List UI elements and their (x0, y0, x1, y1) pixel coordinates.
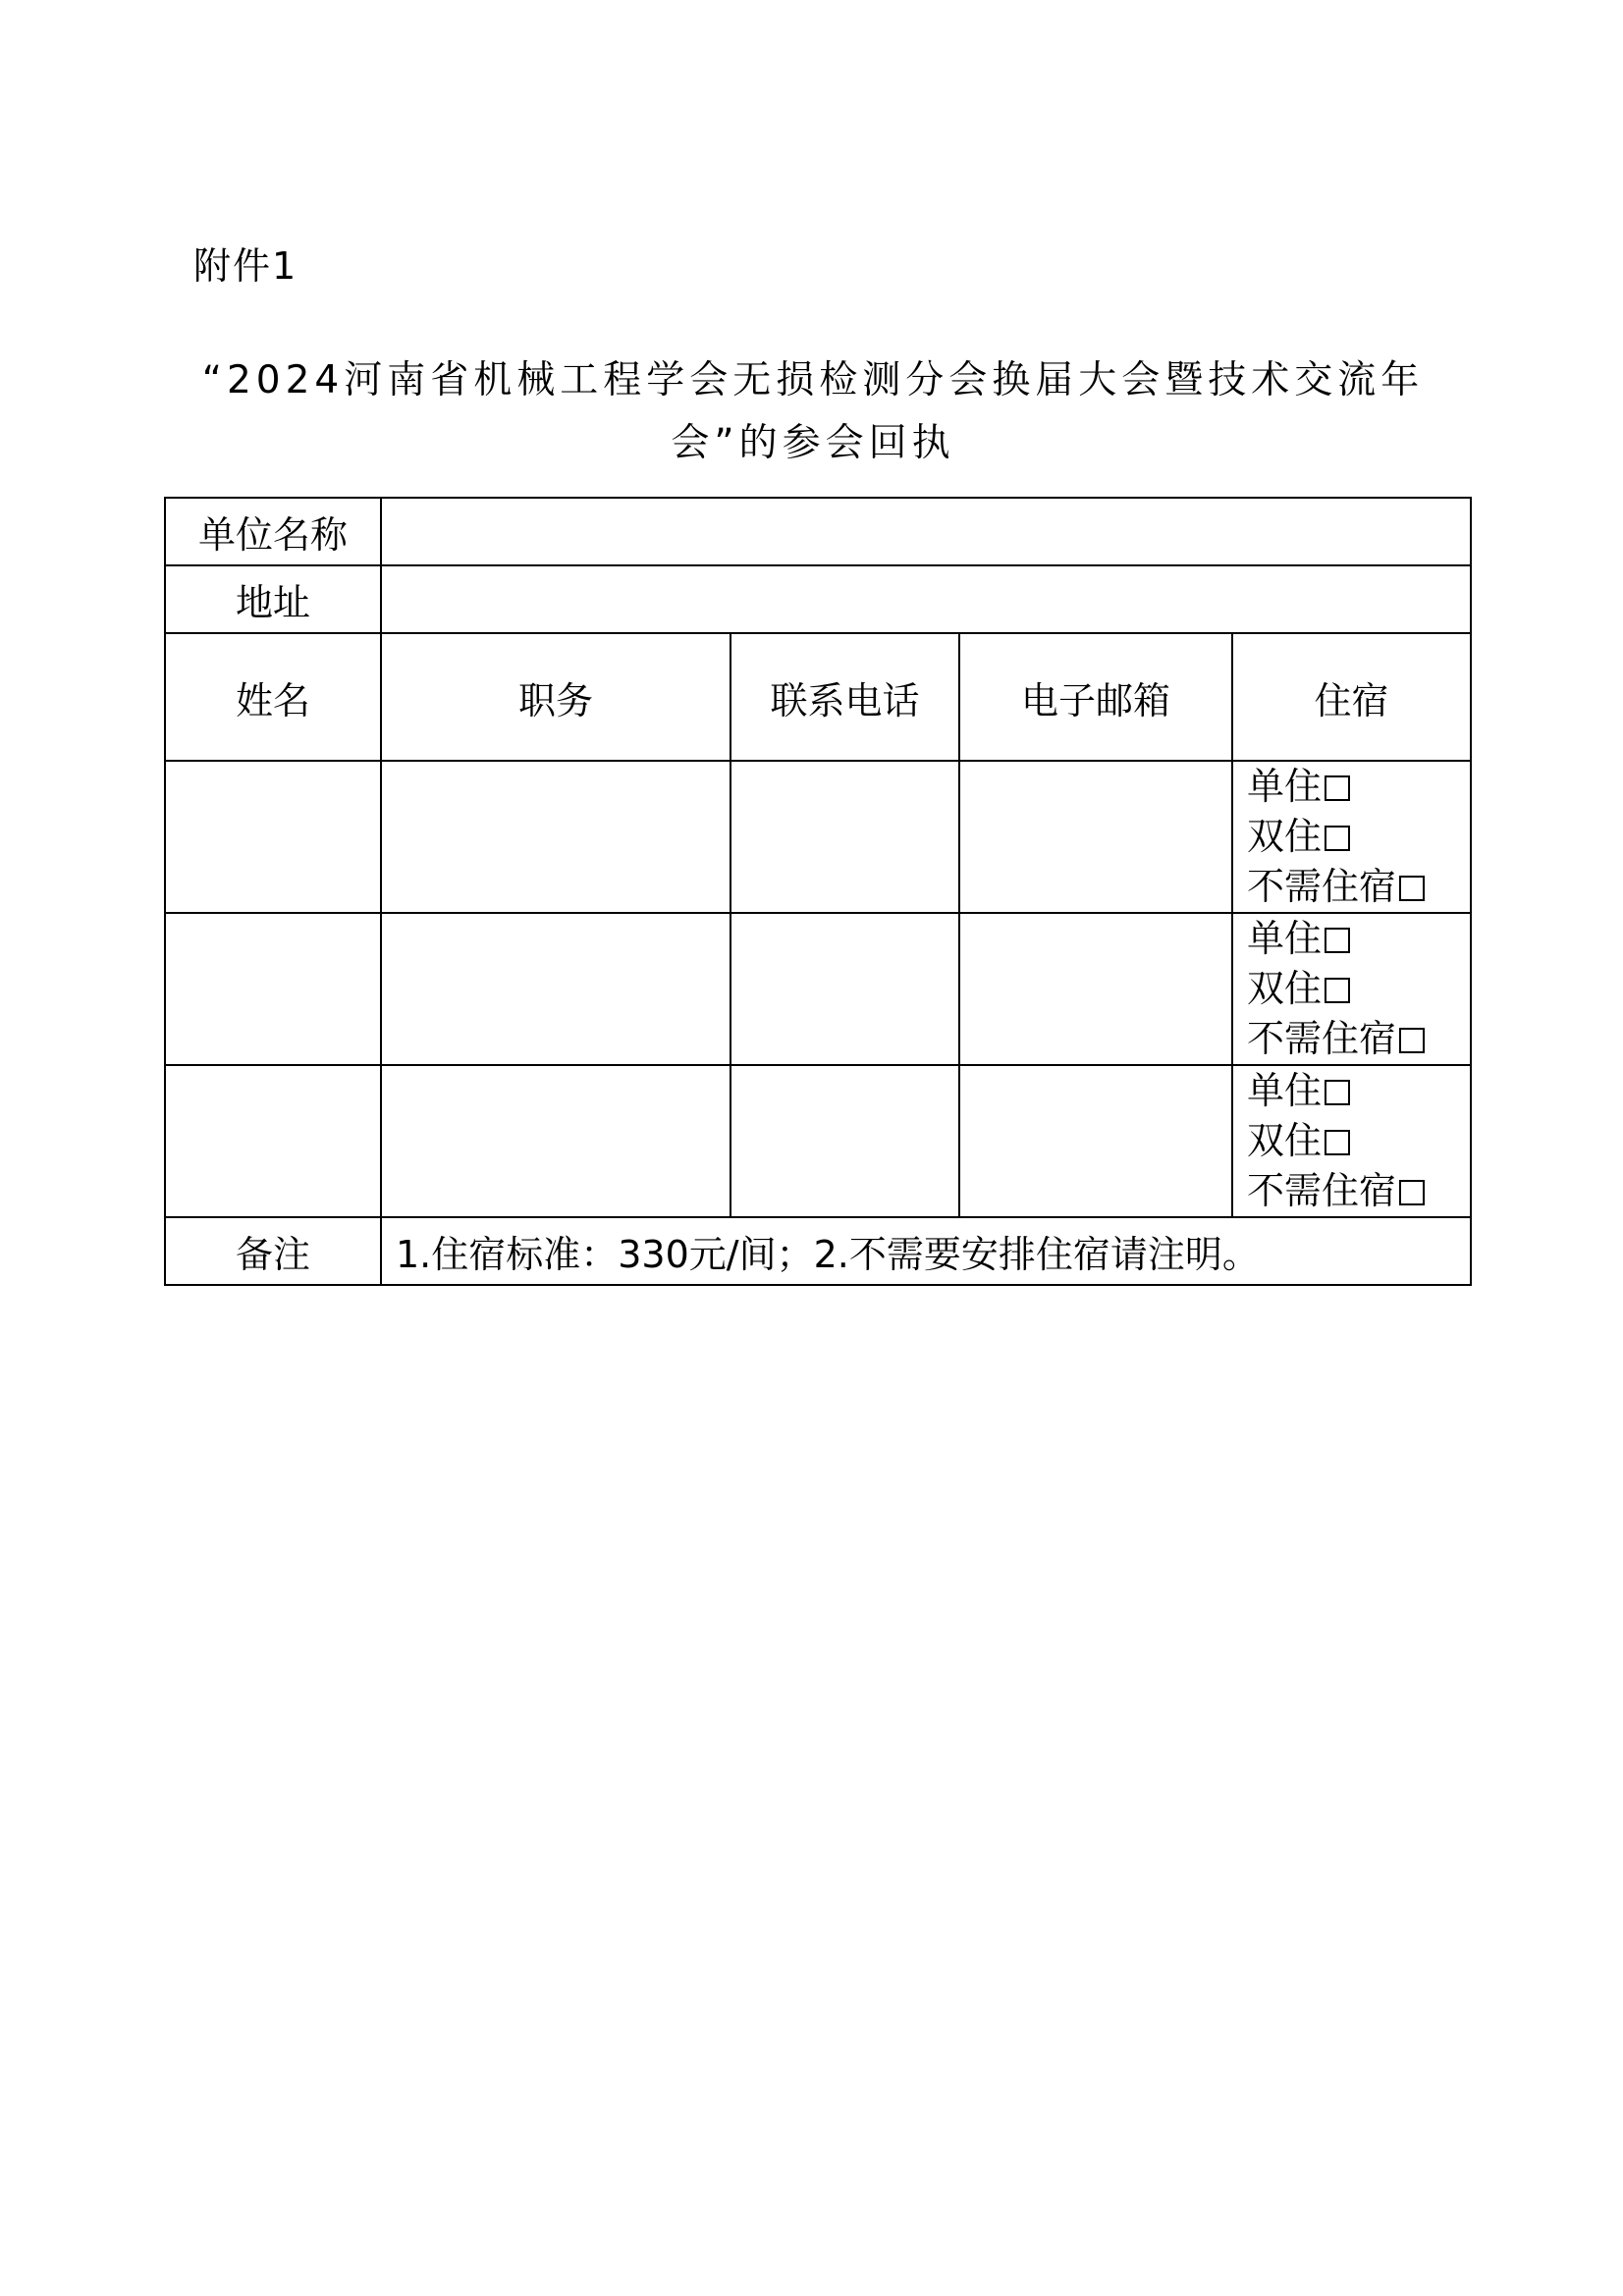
lodging-options (1232, 761, 1471, 913)
address-label: 地址 (165, 565, 381, 633)
checkbox-icon[interactable] (1399, 876, 1425, 901)
org-name-label: 单位名称 (165, 498, 381, 565)
position-field[interactable] (381, 761, 730, 913)
header-row (165, 633, 1471, 761)
lodging-options (1232, 913, 1471, 1065)
lodging-option-label: 单住 (1247, 1069, 1323, 1112)
lodging-option-none[interactable] (1247, 862, 1470, 912)
lodging-option-single[interactable] (1247, 762, 1470, 812)
position-field[interactable] (381, 913, 730, 1065)
email-field[interactable] (959, 1065, 1232, 1217)
header-phone: 联系电话 (730, 633, 959, 761)
address-row (165, 565, 1471, 633)
remarks-row (165, 1217, 1471, 1285)
email-field[interactable] (959, 761, 1232, 913)
attendee-row-3 (165, 1065, 1471, 1217)
checkbox-icon[interactable] (1325, 1080, 1350, 1105)
header-name: 姓名 (165, 633, 381, 761)
title-line-1: “2024河南省机械工程学会无损检测分会换届大会暨技术交流年 (201, 358, 1425, 402)
lodging-option-none[interactable] (1247, 1166, 1470, 1216)
lodging-option-label: 双住 (1247, 967, 1323, 1010)
name-field[interactable] (165, 1065, 381, 1217)
phone-field[interactable] (730, 761, 959, 913)
lodging-option-label: 双住 (1247, 815, 1323, 858)
name-field[interactable] (165, 761, 381, 913)
checkbox-icon[interactable] (1325, 1130, 1350, 1155)
lodging-option-single[interactable] (1247, 914, 1470, 964)
checkbox-icon[interactable] (1325, 978, 1350, 1003)
lodging-option-label: 不需住宿 (1247, 1017, 1397, 1060)
checkbox-icon[interactable] (1325, 775, 1350, 801)
checkbox-icon[interactable] (1399, 1180, 1425, 1205)
attendee-row-2 (165, 913, 1471, 1065)
lodging-options (1232, 1065, 1471, 1217)
checkbox-icon[interactable] (1325, 928, 1350, 953)
attachment-label: 附件1 (193, 244, 298, 288)
phone-field[interactable] (730, 913, 959, 1065)
lodging-option-double[interactable] (1247, 1116, 1470, 1166)
checkbox-icon[interactable] (1325, 826, 1350, 851)
lodging-option-label: 单住 (1247, 765, 1323, 808)
position-field[interactable] (381, 1065, 730, 1217)
org-name-row (165, 498, 1471, 565)
lodging-option-label: 双住 (1247, 1119, 1323, 1162)
lodging-option-label: 不需住宿 (1247, 1169, 1397, 1212)
header-email: 电子邮箱 (959, 633, 1232, 761)
lodging-option-label: 不需住宿 (1247, 865, 1397, 908)
checkbox-icon[interactable] (1399, 1028, 1425, 1053)
remarks-text: 1.住宿标准：330元/间；2.不需要安排住宿请注明。 (381, 1217, 1471, 1285)
attendee-row-1 (165, 761, 1471, 913)
header-position: 职务 (381, 633, 730, 761)
lodging-option-none[interactable] (1247, 1014, 1470, 1064)
org-name-field[interactable] (381, 498, 1471, 565)
lodging-option-double[interactable] (1247, 964, 1470, 1014)
registration-table (164, 497, 1472, 1286)
lodging-option-double[interactable] (1247, 812, 1470, 862)
lodging-option-label: 单住 (1247, 917, 1323, 960)
title-line-2: 会”的参会回执 (671, 421, 955, 465)
phone-field[interactable] (730, 1065, 959, 1217)
email-field[interactable] (959, 913, 1232, 1065)
header-lodging: 住宿 (1232, 633, 1471, 761)
lodging-option-single[interactable] (1247, 1066, 1470, 1116)
name-field[interactable] (165, 913, 381, 1065)
address-field[interactable] (381, 565, 1471, 633)
remarks-label: 备注 (165, 1217, 381, 1285)
document-title (196, 349, 1430, 475)
